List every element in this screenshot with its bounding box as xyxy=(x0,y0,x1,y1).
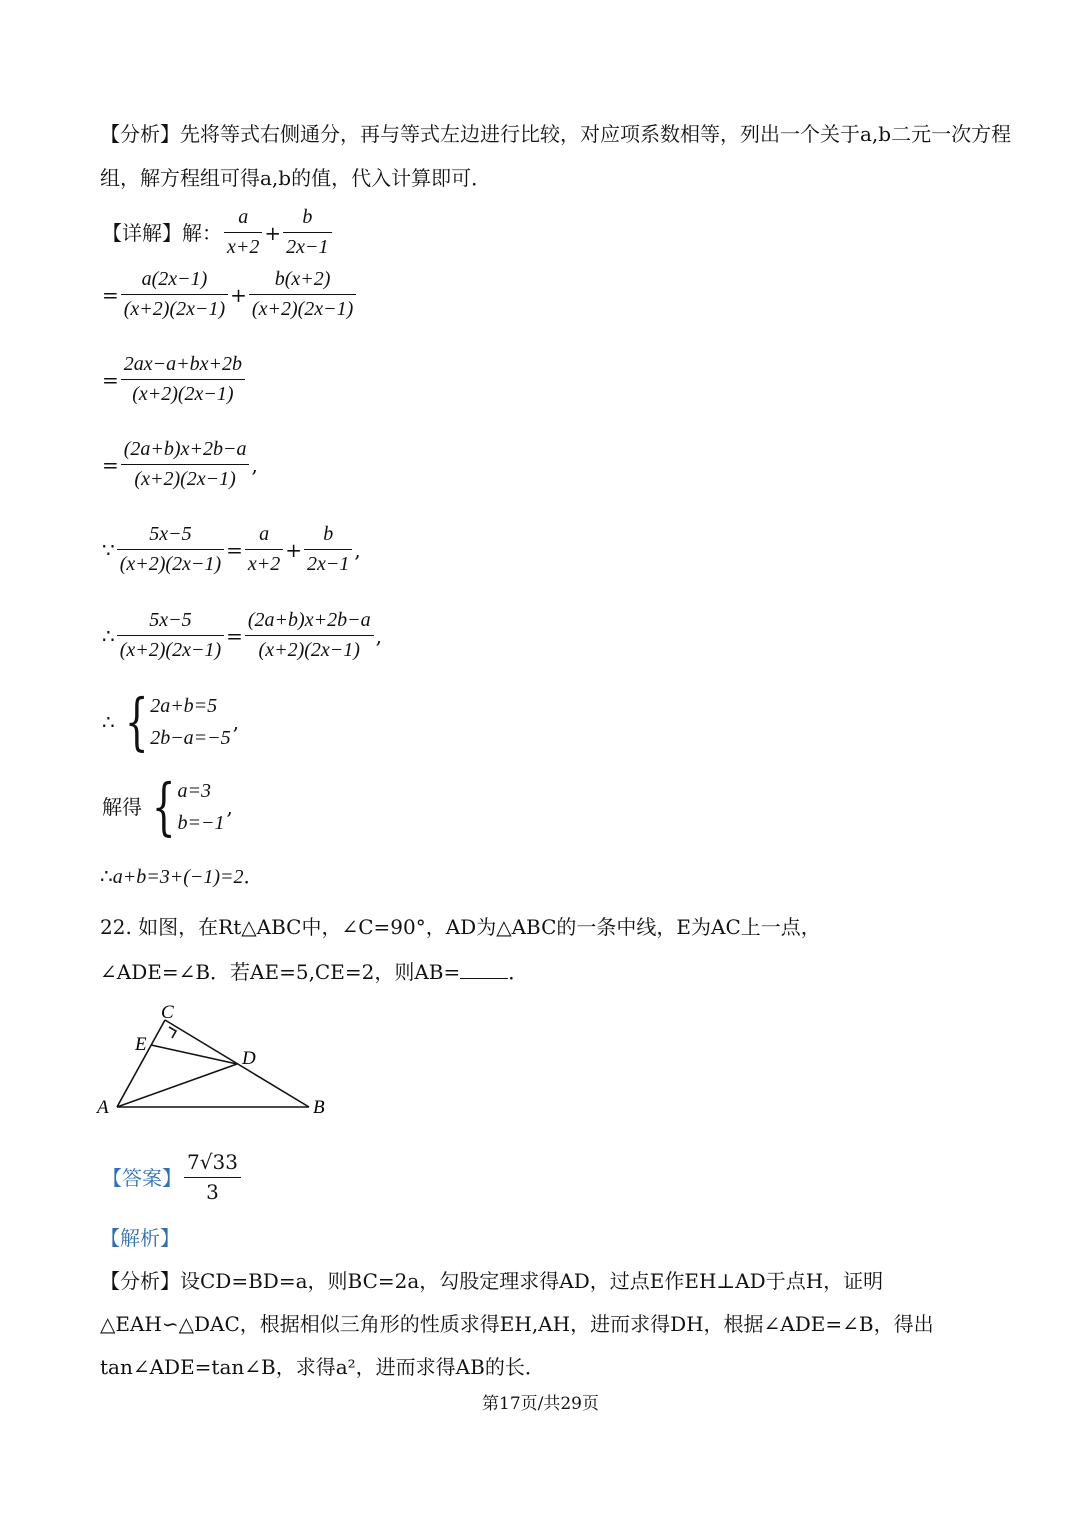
fraction: $\frac{(2a+b)x+2b-a}{(x+2)(2x-1)}$ xyxy=(245,606,374,665)
vertex-label-d: D xyxy=(242,1048,256,1069)
page-footer: 第17页/共29页 xyxy=(482,1394,599,1414)
answer-line xyxy=(100,1148,241,1207)
jiexi-label: 【解析】 xyxy=(100,1226,180,1250)
detail-line-5: ∵ $\frac{5x-5}{(x+2)(2x-1)}$ = $\frac{a}{x+2}$ + $\frac{b}{2x-1}$ , xyxy=(100,520,363,579)
detail-line-6: ∴ $\frac{5x-5}{(x+2)(2x-1)}$ = $\frac{(2a+b)x+2b-a}{(x+2)(2x-1)}$ , xyxy=(100,606,384,665)
fraction: $\frac{5x-5}{(x+2)(2x-1)}$ xyxy=(117,520,224,579)
analysis-line-2: 组，解方程组可得a,b的值，代入计算即可． xyxy=(100,166,492,190)
fraction: $\frac{b(x+2)}{(x+2)(2x-1)}$ xyxy=(249,265,356,324)
fraction: $\frac{b}{2x-1}$ xyxy=(304,520,352,579)
answer-blank xyxy=(460,960,508,979)
fraction: $\frac{(2a+b)x+2b-a}{(x+2)(2x-1)}$ xyxy=(121,435,250,494)
analysis2-line-3: tan∠ADE=tan∠B，求得a²，进而求得AB的长． xyxy=(100,1355,545,1379)
detail-line-4: = $\frac{(2a+b)x+2b-a}{(x+2)(2x-1)}$ , xyxy=(100,435,260,494)
problem-22-line-1: 22. 如图，在Rt△ABC中，∠C=90°，AD为△ABC的一条中线，E为AC上一点， xyxy=(100,915,821,939)
detail-line-2: = $\frac{a(2x-1)}{(x+2)(2x-1)}$ + $\frac{b(x+2)}{(x+2)(2x-1)}$ xyxy=(100,265,356,324)
vertex-label-b: B xyxy=(313,1097,325,1118)
analysis2-line-2: △EAH∽△DAC，根据相似三角形的性质求得EH,AH，进而求得DH，根据∠ADE=∠B，得出 xyxy=(100,1312,934,1336)
fraction: $\frac{2ax-a+bx+2b}{(x+2)(2x-1)}$ xyxy=(121,350,245,409)
answer-label: 【答案】 xyxy=(102,1165,182,1190)
analysis2-line-1: 【分析】设CD=BD=a，则BC=2a，勾股定理求得AD，过点E作EH⊥AD于点H，证明 xyxy=(100,1269,884,1293)
fraction: $\frac{a(2x-1)}{(x+2)(2x-1)}$ xyxy=(121,265,228,324)
triangle-figure xyxy=(90,1000,350,1125)
fraction: $\frac{5x-5}{(x+2)(2x-1)}$ xyxy=(117,606,224,665)
problem-22-line-2: ∠ADE=∠B．若AE=5,CE=2，则AB= ． xyxy=(100,960,529,984)
vertex-label-e: E xyxy=(135,1034,147,1055)
vertex-label-a: A xyxy=(97,1097,109,1118)
analysis-line-1: 【分析】先将等式右侧通分，再与等式左边进行比较，对应项系数相等，列出一个关于a,b二元一次方程 xyxy=(100,122,1012,146)
vertex-label-c: C xyxy=(161,1002,174,1023)
detail-line-3: = $\frac{2ax-a+bx+2b}{(x+2)(2x-1)}$ xyxy=(100,350,245,409)
equation-system-2: 解得 { a=3 b=−1 , xyxy=(102,770,233,844)
final-result: ∴a+b=3+(−1)=2． xyxy=(100,864,264,888)
detail-line-1: 【详解】解： $\frac{a}{x+2}$ + $\frac{b}{2x-1}$ xyxy=(100,203,332,262)
equation-system-1: ∴ { 2a+b=5 2b−a=−5 , xyxy=(102,685,240,759)
fraction: $\frac{a}{x+2}$ xyxy=(245,520,283,579)
fraction: $\frac{b}{2x-1}$ xyxy=(283,203,331,262)
detail-label: 【详解】解： xyxy=(102,220,222,245)
fraction: $\frac{a}{x+2}$ xyxy=(224,203,262,262)
answer-fraction: $\frac{7√33}{3}$ xyxy=(184,1148,241,1207)
